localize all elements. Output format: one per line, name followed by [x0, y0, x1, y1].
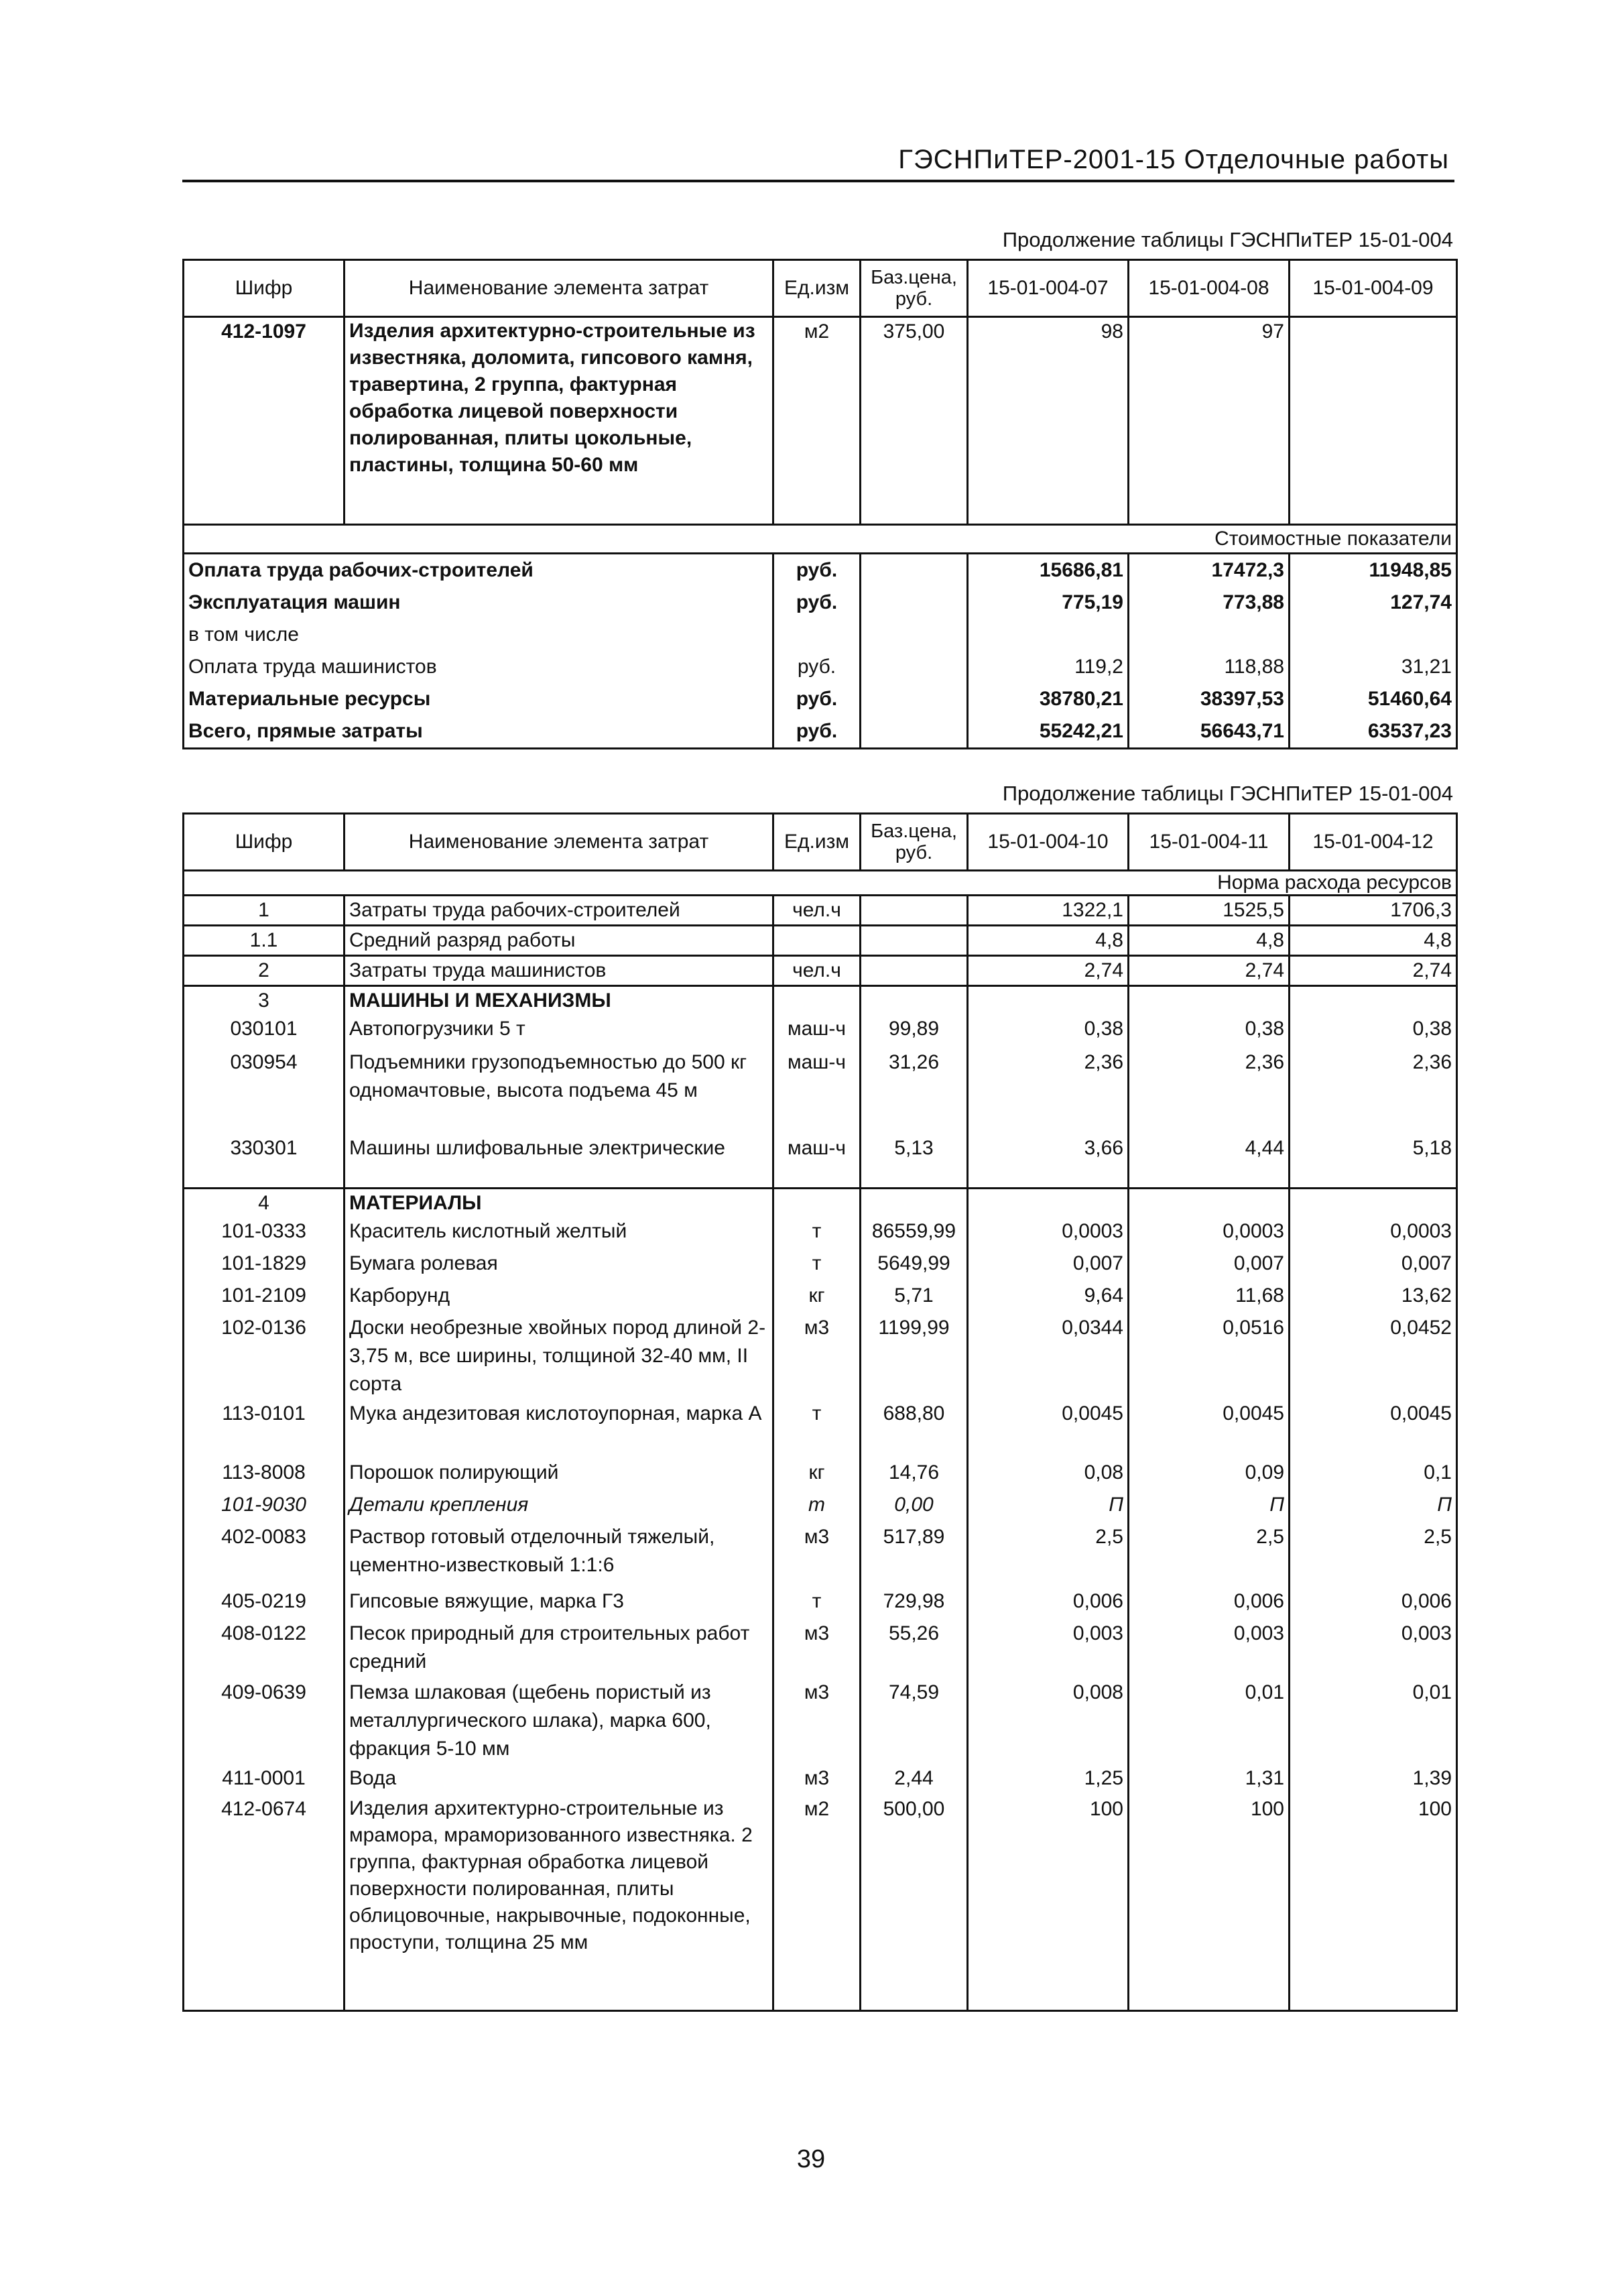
row-code: 113-0101 — [184, 1400, 345, 1459]
row-name: Изделия архитектурно-строительные из мрамора, мраморизованного известняка. 2 группа, фактурная обработка лицевой поверхности полированная, плиты облицовочные, накрывочные, подоконные, проступи, толщина 25 мм — [345, 1795, 773, 2011]
row-value-1: 0,0045 — [968, 1400, 1129, 1459]
cost-row-name: Оплата труда рабочих-строителей — [184, 554, 773, 587]
row-price: 5,13 — [861, 1134, 968, 1188]
row-value-2: 4,8 — [1129, 926, 1290, 956]
row-code: 2 — [184, 956, 345, 986]
row-price: 0,00 — [861, 1491, 968, 1523]
cost-row-value-3: 31,21 — [1290, 651, 1457, 683]
row-value-2: 2,74 — [1129, 956, 1290, 986]
row-value-3: 4,8 — [1290, 926, 1457, 956]
cost-row-value-2: 56643,71 — [1129, 715, 1290, 749]
row-name: Бумага ролевая — [345, 1250, 773, 1282]
cost-row-unit: руб. — [773, 554, 861, 587]
cost-row-price — [861, 619, 968, 651]
row-value-1: 0,38 — [968, 1015, 1129, 1048]
row-price: 500,00 — [861, 1795, 968, 2011]
cost-row-value-3 — [1290, 619, 1457, 651]
row-value-2 — [1129, 986, 1290, 1016]
cost-row-unit — [773, 619, 861, 651]
row-value-3: П — [1290, 1491, 1457, 1523]
row-value-3: 0,38 — [1290, 1015, 1457, 1048]
cost-row-price — [861, 554, 968, 587]
cost-row-value-1: 775,19 — [968, 587, 1129, 619]
row-value-2: 1525,5 — [1129, 896, 1290, 926]
section-code: 3 — [184, 986, 345, 1016]
row-name: Вода — [345, 1764, 773, 1795]
row-value-3 — [1290, 1188, 1457, 1217]
cost-row-name: Всего, прямые затраты — [184, 715, 773, 749]
row-unit: м3 — [773, 1679, 861, 1764]
row-code: 1.1 — [184, 926, 345, 956]
row-value-2: 0,0003 — [1129, 1217, 1290, 1250]
row-price: 5,71 — [861, 1282, 968, 1314]
row-price: 55,26 — [861, 1620, 968, 1679]
resource-unit: м2 — [773, 317, 861, 525]
col-header-name: Наименование элемента затрат — [345, 814, 773, 871]
resource-value-3 — [1290, 317, 1457, 525]
row-name: Средний разряд работы — [345, 926, 773, 956]
cost-row-name: в том числе — [184, 619, 773, 651]
row-value-1: 0,0003 — [968, 1217, 1129, 1250]
row-price: 2,44 — [861, 1764, 968, 1795]
cost-row-unit: руб. — [773, 715, 861, 749]
row-unit: кг — [773, 1459, 861, 1491]
row-value-2: 2,36 — [1129, 1048, 1290, 1134]
row-unit — [773, 926, 861, 956]
col-header-code-2: 15-01-004-08 — [1129, 260, 1290, 317]
col-header-unit: Ед.изм — [773, 260, 861, 317]
row-value-2 — [1129, 1188, 1290, 1217]
col-header-code: Шифр — [184, 814, 345, 871]
row-value-2: 4,44 — [1129, 1134, 1290, 1188]
row-value-3: 0,0045 — [1290, 1400, 1457, 1459]
row-code: 113-8008 — [184, 1459, 345, 1491]
row-name: Порошок полирующий — [345, 1459, 773, 1491]
cost-row-price — [861, 683, 968, 715]
row-unit: маш-ч — [773, 1134, 861, 1188]
cost-row-value-3: 11948,85 — [1290, 554, 1457, 587]
col-header-price: Баз.цена, руб. — [861, 260, 968, 317]
row-code: 102-0136 — [184, 1314, 345, 1400]
row-value-3: 0,003 — [1290, 1620, 1457, 1679]
col-header-code-3: 15-01-004-12 — [1290, 814, 1457, 871]
cost-row-value-1: 38780,21 — [968, 683, 1129, 715]
row-value-1: 2,36 — [968, 1048, 1129, 1134]
row-name: Затраты труда машинистов — [345, 956, 773, 986]
row-value-3: 1,39 — [1290, 1764, 1457, 1795]
row-value-2: 1,31 — [1129, 1764, 1290, 1795]
row-name: Раствор готовый отделочный тяжелый, цементно-известковый 1:1:6 — [345, 1523, 773, 1587]
col-header-code: Шифр — [184, 260, 345, 317]
row-value-3: 0,01 — [1290, 1679, 1457, 1764]
row-code: 405-0219 — [184, 1587, 345, 1620]
row-value-1: 2,5 — [968, 1523, 1129, 1587]
col-header-unit: Ед.изм — [773, 814, 861, 871]
cost-row-value-2: 773,88 — [1129, 587, 1290, 619]
row-price: 517,89 — [861, 1523, 968, 1587]
row-name: Гипсовые вяжущие, марка Г3 — [345, 1587, 773, 1620]
row-value-2: 11,68 — [1129, 1282, 1290, 1314]
row-code: 030101 — [184, 1015, 345, 1048]
row-value-2: 100 — [1129, 1795, 1290, 2011]
row-price: 5649,99 — [861, 1250, 968, 1282]
row-code: 330301 — [184, 1134, 345, 1188]
row-value-3: 13,62 — [1290, 1282, 1457, 1314]
row-price — [861, 926, 968, 956]
row-unit: м3 — [773, 1764, 861, 1795]
row-price: 729,98 — [861, 1587, 968, 1620]
cost-row-value-1 — [968, 619, 1129, 651]
cost-row-name: Материальные ресурсы — [184, 683, 773, 715]
col-header-code-1: 15-01-004-07 — [968, 260, 1129, 317]
row-name: Песок природный для строительных работ средний — [345, 1620, 773, 1679]
row-value-3 — [1290, 986, 1457, 1016]
cost-row-unit: руб. — [773, 651, 861, 683]
resource-value-2: 97 — [1129, 317, 1290, 525]
row-value-3: 0,007 — [1290, 1250, 1457, 1282]
row-value-2: 0,007 — [1129, 1250, 1290, 1282]
row-value-3: 0,006 — [1290, 1587, 1457, 1620]
row-code: 030954 — [184, 1048, 345, 1134]
table2 — [182, 812, 1458, 2012]
row-value-1: П — [968, 1491, 1129, 1523]
row-unit: кг — [773, 1282, 861, 1314]
row-value-1 — [968, 986, 1129, 1016]
row-unit: т — [773, 1491, 861, 1523]
row-name: Машины шлифовальные электрические — [345, 1134, 773, 1188]
col-header-code-2: 15-01-004-11 — [1129, 814, 1290, 871]
row-unit: м3 — [773, 1620, 861, 1679]
row-name: Пемза шлаковая (щебень пористый из металлургического шлака), марка 600, фракция 5-10 мм — [345, 1679, 773, 1764]
row-value-2: 0,01 — [1129, 1679, 1290, 1764]
row-unit: маш-ч — [773, 1015, 861, 1048]
row-value-3: 100 — [1290, 1795, 1457, 2011]
cost-row-value-2 — [1129, 619, 1290, 651]
row-price: 1199,99 — [861, 1314, 968, 1400]
resource-code: 412-1097 — [184, 317, 345, 525]
cost-row-unit: руб. — [773, 683, 861, 715]
cost-row-unit: руб. — [773, 587, 861, 619]
row-price — [861, 986, 968, 1016]
row-value-3: 5,18 — [1290, 1134, 1457, 1188]
row-value-3: 2,74 — [1290, 956, 1457, 986]
row-value-1: 0,008 — [968, 1679, 1129, 1764]
row-unit: чел.ч — [773, 956, 861, 986]
row-name: Карборунд — [345, 1282, 773, 1314]
row-code: 1 — [184, 896, 345, 926]
row-value-2: 0,38 — [1129, 1015, 1290, 1048]
cost-row-price — [861, 715, 968, 749]
row-value-3: 2,5 — [1290, 1523, 1457, 1587]
row-price: 14,76 — [861, 1459, 968, 1491]
row-name: Доски необрезные хвойных пород длиной 2-3,75 м, все ширины, толщиной 32-40 мм, II сорта — [345, 1314, 773, 1400]
resource-name: Изделия архитектурно-строительные из известняка, доломита, гипсового камня, травертина, 2 группа, фактурная обработка лицевой поверхности полированная, плиты цокольные, пластины, толщина 50-60 мм — [345, 317, 773, 525]
page-number: 39 — [796, 2145, 826, 2173]
row-value-3: 2,36 — [1290, 1048, 1457, 1134]
row-code: 101-0333 — [184, 1217, 345, 1250]
row-name: Мука андезитовая кислотоупорная, марка А — [345, 1400, 773, 1459]
cost-row-value-1: 15686,81 — [968, 554, 1129, 587]
row-price — [861, 896, 968, 926]
row-code: 402-0083 — [184, 1523, 345, 1587]
row-value-1: 1,25 — [968, 1764, 1129, 1795]
cost-row-value-2: 118,88 — [1129, 651, 1290, 683]
row-unit: т — [773, 1217, 861, 1250]
row-code: 101-9030 — [184, 1491, 345, 1523]
table1-caption: Продолжение таблицы ГЭСНПиТЕР 15-01-004 — [1002, 228, 1453, 251]
row-unit: т — [773, 1250, 861, 1282]
row-value-3: 1706,3 — [1290, 896, 1457, 926]
row-value-1: 100 — [968, 1795, 1129, 2011]
resource-value-1: 98 — [968, 317, 1129, 525]
cost-row-value-1: 119,2 — [968, 651, 1129, 683]
row-value-2: 0,09 — [1129, 1459, 1290, 1491]
row-unit: т — [773, 1587, 861, 1620]
row-code: 411-0001 — [184, 1764, 345, 1795]
row-code: 101-2109 — [184, 1282, 345, 1314]
row-value-1: 0,003 — [968, 1620, 1129, 1679]
cost-row-value-2: 38397,53 — [1129, 683, 1290, 715]
row-value-1: 0,006 — [968, 1587, 1129, 1620]
row-unit: м2 — [773, 1795, 861, 2011]
row-name: Подъемники грузоподъемностью до 500 кг одномачтовые, высота подъема 45 м — [345, 1048, 773, 1134]
row-value-1: 0,08 — [968, 1459, 1129, 1491]
row-value-2: 0,003 — [1129, 1620, 1290, 1679]
row-value-3: 0,0003 — [1290, 1217, 1457, 1250]
row-name: Краситель кислотный желтый — [345, 1217, 773, 1250]
row-unit: чел.ч — [773, 896, 861, 926]
row-price: 31,26 — [861, 1048, 968, 1134]
table2-caption: Продолжение таблицы ГЭСНПиТЕР 15-01-004 — [1002, 782, 1453, 805]
row-unit: маш-ч — [773, 1048, 861, 1134]
row-unit — [773, 986, 861, 1016]
row-value-1 — [968, 1188, 1129, 1217]
row-value-3: 0,0452 — [1290, 1314, 1457, 1400]
cost-row-value-3: 51460,64 — [1290, 683, 1457, 715]
cost-row-price — [861, 587, 968, 619]
row-code: 408-0122 — [184, 1620, 345, 1679]
cost-row-value-2: 17472,3 — [1129, 554, 1290, 587]
col-header-code-3: 15-01-004-09 — [1290, 260, 1457, 317]
row-code: 412-0674 — [184, 1795, 345, 2011]
row-name: Детали крепления — [345, 1491, 773, 1523]
row-name: Автопогрузчики 5 т — [345, 1015, 773, 1048]
row-value-1: 0,0344 — [968, 1314, 1129, 1400]
col-header-code-1: 15-01-004-10 — [968, 814, 1129, 871]
cost-row-name: Оплата труда машинистов — [184, 651, 773, 683]
row-value-3: 0,1 — [1290, 1459, 1457, 1491]
row-unit: м3 — [773, 1314, 861, 1400]
row-unit: м3 — [773, 1523, 861, 1587]
row-price — [861, 956, 968, 986]
row-price: 74,59 — [861, 1679, 968, 1764]
section-code: 4 — [184, 1188, 345, 1217]
row-value-2: 2,5 — [1129, 1523, 1290, 1587]
row-value-2: 0,0045 — [1129, 1400, 1290, 1459]
row-value-2: 0,006 — [1129, 1587, 1290, 1620]
row-value-1: 9,64 — [968, 1282, 1129, 1314]
row-name: Затраты труда рабочих-строителей — [345, 896, 773, 926]
resource-price: 375,00 — [861, 317, 968, 525]
row-price: 688,80 — [861, 1400, 968, 1459]
section-title: МАШИНЫ И МЕХАНИЗМЫ — [345, 986, 773, 1016]
row-value-1: 0,007 — [968, 1250, 1129, 1282]
row-value-2: П — [1129, 1491, 1290, 1523]
cost-row-value-3: 63537,23 — [1290, 715, 1457, 749]
cost-row-price — [861, 651, 968, 683]
row-value-1: 1322,1 — [968, 896, 1129, 926]
cost-row-value-3: 127,74 — [1290, 587, 1457, 619]
col-header-name: Наименование элемента затрат — [345, 260, 773, 317]
row-price: 86559,99 — [861, 1217, 968, 1250]
row-code: 409-0639 — [184, 1679, 345, 1764]
page-header — [182, 142, 1454, 182]
cost-row-name: Эксплуатация машин — [184, 587, 773, 619]
row-value-1: 2,74 — [968, 956, 1129, 986]
row-value-2: 0,0516 — [1129, 1314, 1290, 1400]
cost-row-value-1: 55242,21 — [968, 715, 1129, 749]
section-title: МАТЕРИАЛЫ — [345, 1188, 773, 1217]
cost-section-title: Стоимостные показатели — [184, 525, 1457, 554]
row-price: 99,89 — [861, 1015, 968, 1048]
row-unit — [773, 1188, 861, 1217]
row-price — [861, 1188, 968, 1217]
row-code: 101-1829 — [184, 1250, 345, 1282]
norm-section-title: Норма расхода ресурсов — [184, 871, 1457, 896]
col-header-price: Баз.цена, руб. — [861, 814, 968, 871]
page-header-title: ГЭСНПиТЕР-2001-15 Отделочные работы — [898, 145, 1449, 174]
row-value-1: 4,8 — [968, 926, 1129, 956]
row-unit: т — [773, 1400, 861, 1459]
table1 — [182, 259, 1458, 749]
row-value-1: 3,66 — [968, 1134, 1129, 1188]
